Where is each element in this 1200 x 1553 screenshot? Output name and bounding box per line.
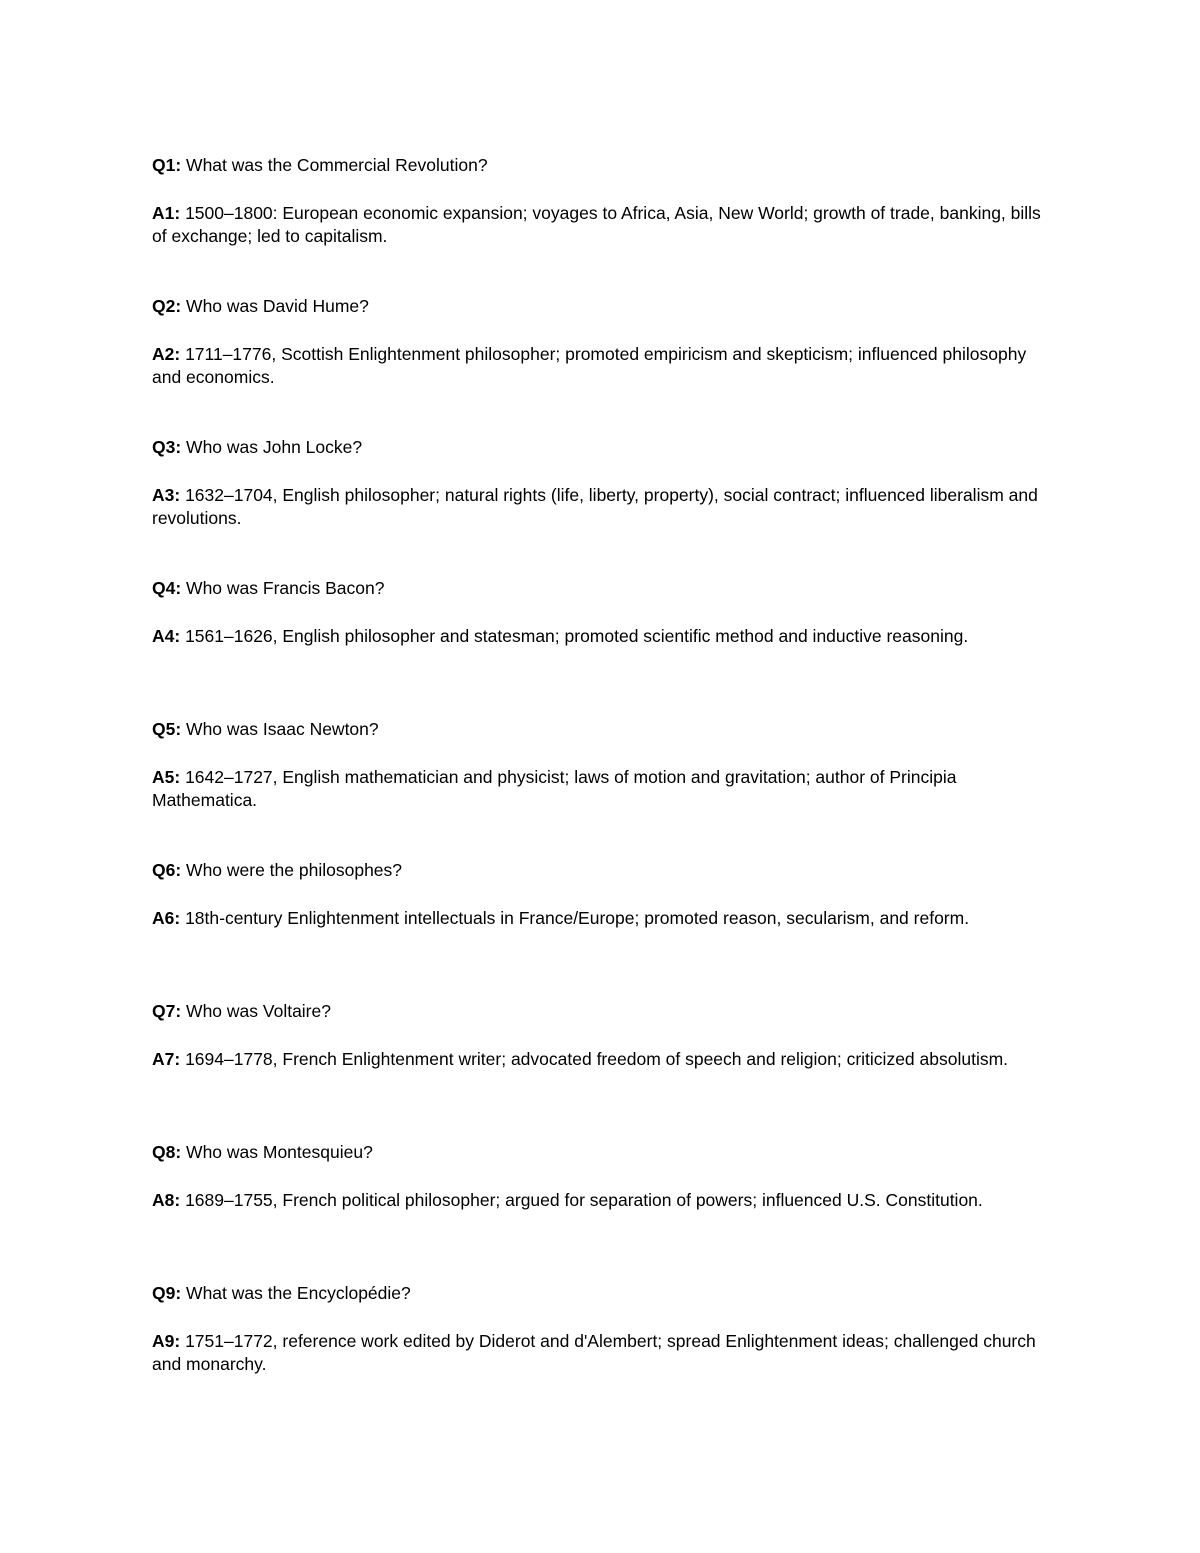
question-text: Who was Isaac Newton? <box>181 719 379 739</box>
question-7 <box>152 1000 1052 1023</box>
question-label: Q4: <box>152 578 182 598</box>
question-8 <box>152 1141 1052 1164</box>
qa-item-1 <box>152 154 1052 248</box>
question-4 <box>152 577 1052 600</box>
question-text: Who was Francis Bacon? <box>181 578 385 598</box>
answer-5 <box>152 766 1052 812</box>
question-3 <box>152 436 1052 459</box>
question-6 <box>152 859 1052 882</box>
answer-9 <box>152 1330 1052 1376</box>
answer-3 <box>152 484 1052 530</box>
answer-text: 1689–1755, French political philosopher; argued for separation of powers; influenced U.S. Constitution. <box>180 1190 983 1210</box>
question-2 <box>152 295 1052 318</box>
question-text: What was the Encyclopédie? <box>181 1283 411 1303</box>
answer-2 <box>152 343 1052 389</box>
question-label: Q1: <box>152 155 182 175</box>
answer-label: A6: <box>152 908 181 928</box>
question-text: What was the Commercial Revolution? <box>181 155 488 175</box>
answer-label: A2: <box>152 344 181 364</box>
answer-text: 1561–1626, English philosopher and statesman; promoted scientific method and inductive reasoning. <box>180 626 969 646</box>
answer-text: 18th-century Enlightenment intellectuals in France/Europe; promoted reason, secularism, and reform. <box>180 908 970 928</box>
answer-label: A9: <box>152 1331 181 1351</box>
qa-item-5 <box>152 718 1052 812</box>
question-text: Who was Montesquieu? <box>181 1142 373 1162</box>
answer-label: A5: <box>152 767 181 787</box>
answer-label: A8: <box>152 1190 181 1210</box>
qa-item-9 <box>152 1282 1052 1376</box>
question-5 <box>152 718 1052 741</box>
question-label: Q3: <box>152 437 182 457</box>
answer-6 <box>152 907 1052 930</box>
answer-1 <box>152 202 1052 248</box>
question-label: Q7: <box>152 1001 182 1021</box>
answer-text: 1711–1776, Scottish Enlightenment philosopher; promoted empiricism and skepticism; influenced philosophy and economics. <box>152 344 1027 387</box>
answer-label: A3: <box>152 485 181 505</box>
answer-text: 1751–1772, reference work edited by Diderot and d'Alembert; spread Enlightenment ideas; challenged church and monarchy. <box>152 1331 1036 1374</box>
answer-text: 1632–1704, English philosopher; natural rights (life, liberty, property), social contract; influenced liberalism and revolutions. <box>152 485 1038 528</box>
question-label: Q8: <box>152 1142 182 1162</box>
answer-label: A4: <box>152 626 181 646</box>
qa-item-6 <box>152 859 1052 930</box>
question-9 <box>152 1282 1052 1305</box>
answer-8 <box>152 1189 1052 1212</box>
question-text: Who was Voltaire? <box>181 1001 331 1021</box>
question-text: Who was David Hume? <box>181 296 369 316</box>
qa-item-4 <box>152 577 1052 648</box>
answer-7 <box>152 1048 1052 1071</box>
qa-item-7 <box>152 1000 1052 1071</box>
answer-label: A1: <box>152 203 181 223</box>
qa-item-3 <box>152 436 1052 530</box>
question-text: Who was John Locke? <box>181 437 363 457</box>
qa-item-8 <box>152 1141 1052 1212</box>
answer-text: 1642–1727, English mathematician and physicist; laws of motion and gravitation; author of Principia Mathematica. <box>152 767 957 810</box>
question-1 <box>152 154 1052 177</box>
qa-item-2 <box>152 295 1052 389</box>
question-label: Q9: <box>152 1283 182 1303</box>
answer-text: 1500–1800: European economic expansion; voyages to Africa, Asia, New World; growth of trade, banking, bills of exchange; led to capitalism. <box>152 203 1041 246</box>
question-label: Q6: <box>152 860 182 880</box>
answer-text: 1694–1778, French Enlightenment writer; advocated freedom of speech and religion; criticized absolutism. <box>180 1049 1009 1069</box>
question-text: Who were the philosophes? <box>181 860 403 880</box>
question-label: Q5: <box>152 719 182 739</box>
answer-4 <box>152 625 1052 648</box>
answer-label: A7: <box>152 1049 181 1069</box>
question-label: Q2: <box>152 296 182 316</box>
